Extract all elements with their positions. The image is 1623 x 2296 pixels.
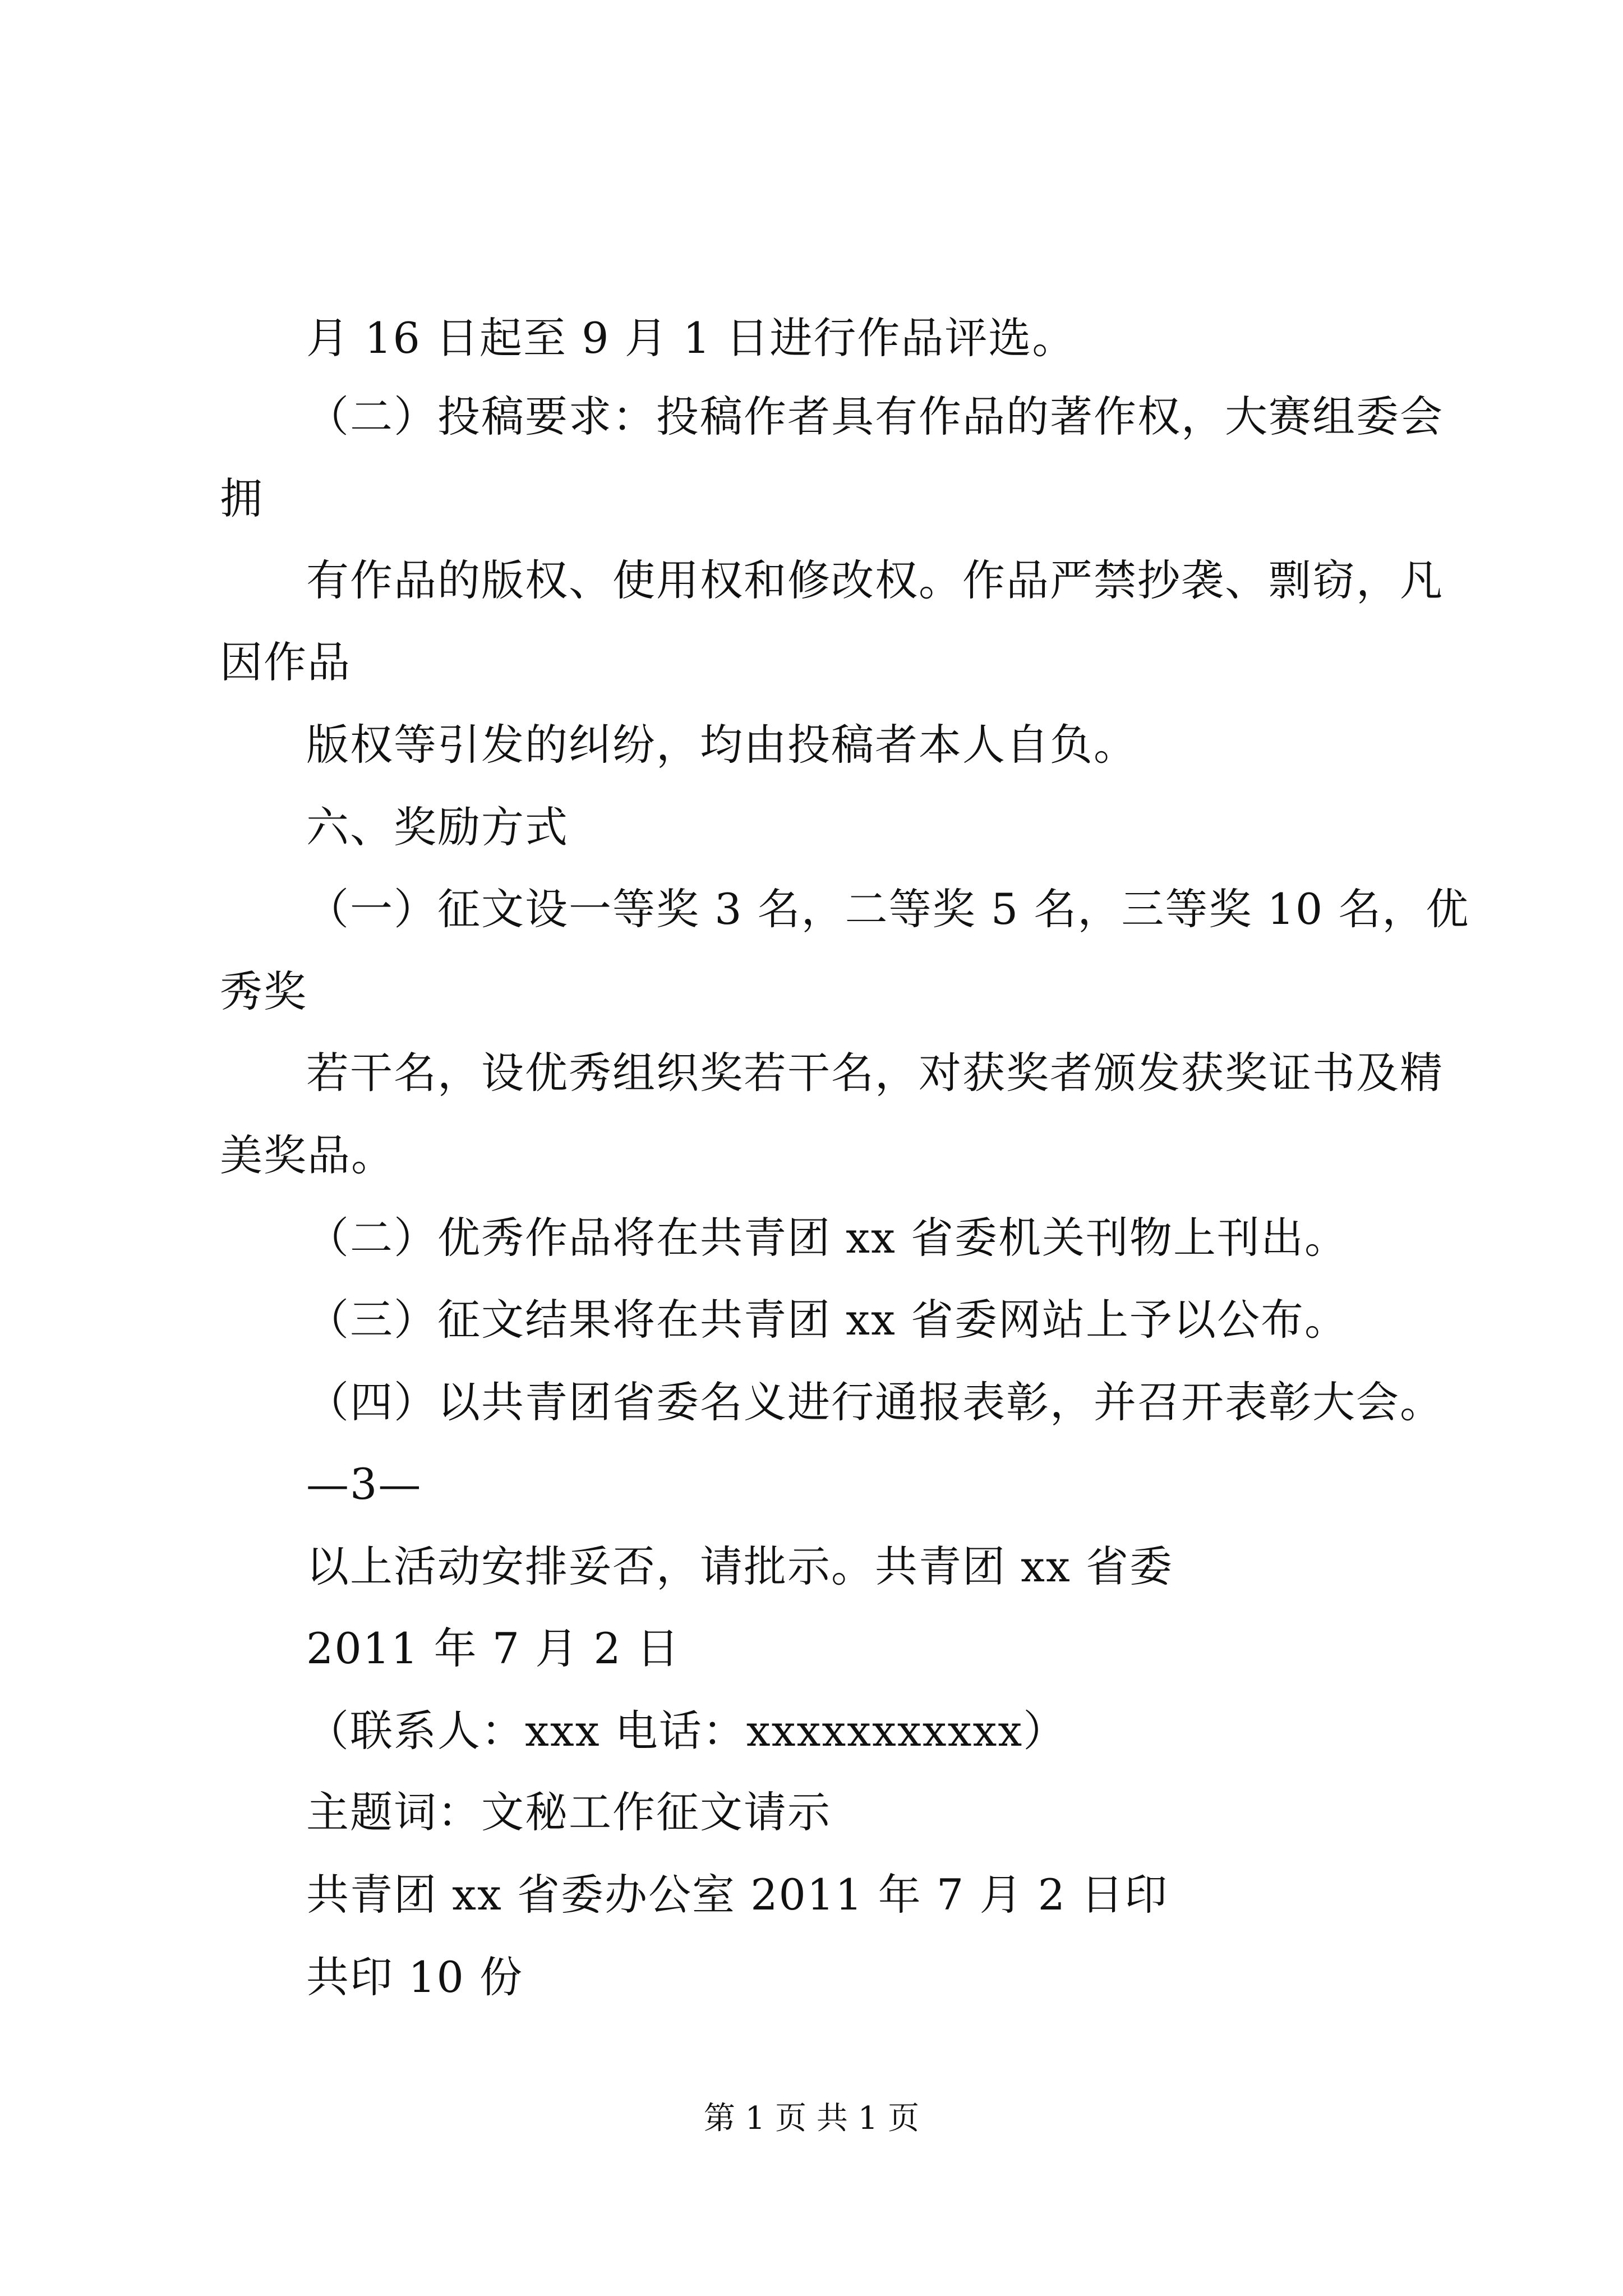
- body-line-11: 美奖品。: [220, 1130, 395, 1180]
- body-line-12: （二）优秀作品将在共青团 xx 省委机关刊物上刊出。: [306, 1213, 1349, 1263]
- body-line-4: 有作品的版权、使用权和修改权。作品严禁抄袭、剽窃，凡: [306, 555, 1444, 605]
- body-line-9: 秀奖: [220, 967, 307, 1016]
- contact-line: （联系人：xxx 电话：xxxxxxxxxxx）: [306, 1706, 1067, 1756]
- body-line-6: 版权等引发的纠纷，均由投稿者本人自负。: [306, 720, 1137, 770]
- page-marker: —3—: [306, 1459, 422, 1509]
- body-line-14: （四）以共青团省委名义进行通报表彰，并召开表彰大会。: [306, 1377, 1444, 1427]
- body-line-8: （一）征文设一等奖 3 名，二等奖 5 名，三等奖 10 名，优: [306, 884, 1470, 934]
- body-line-5: 因作品: [220, 637, 351, 687]
- page-footer: 第 1 页 共 1 页: [703, 2100, 920, 2137]
- section-heading-rewards: 六、奖励方式: [306, 802, 569, 852]
- body-line-3: 拥: [220, 473, 264, 523]
- printing-office-line: 共青团 xx 省委办公室 2011 年 7 月 2 日印: [306, 1870, 1169, 1920]
- body-line-10: 若干名，设优秀组织奖若干名，对获奖者颁发获奖证书及精: [306, 1048, 1444, 1098]
- body-line-13: （三）征文结果将在共青团 xx 省委网站上予以公布。: [306, 1295, 1349, 1345]
- body-line-1: 月 16 日起至 9 月 1 日进行作品评选。: [306, 313, 1076, 363]
- body-line-2: （二）投稿要求：投稿作者具有作品的著作权，大赛组委会: [306, 392, 1444, 441]
- closing-line: 以上活动安排妥否，请批示。共青团 xx 省委: [306, 1542, 1174, 1591]
- date-line: 2011 年 7 月 2 日: [306, 1623, 680, 1673]
- subject-line: 主题词：文秘工作征文请示: [306, 1787, 831, 1837]
- copies-line: 共印 10 份: [306, 1952, 524, 2002]
